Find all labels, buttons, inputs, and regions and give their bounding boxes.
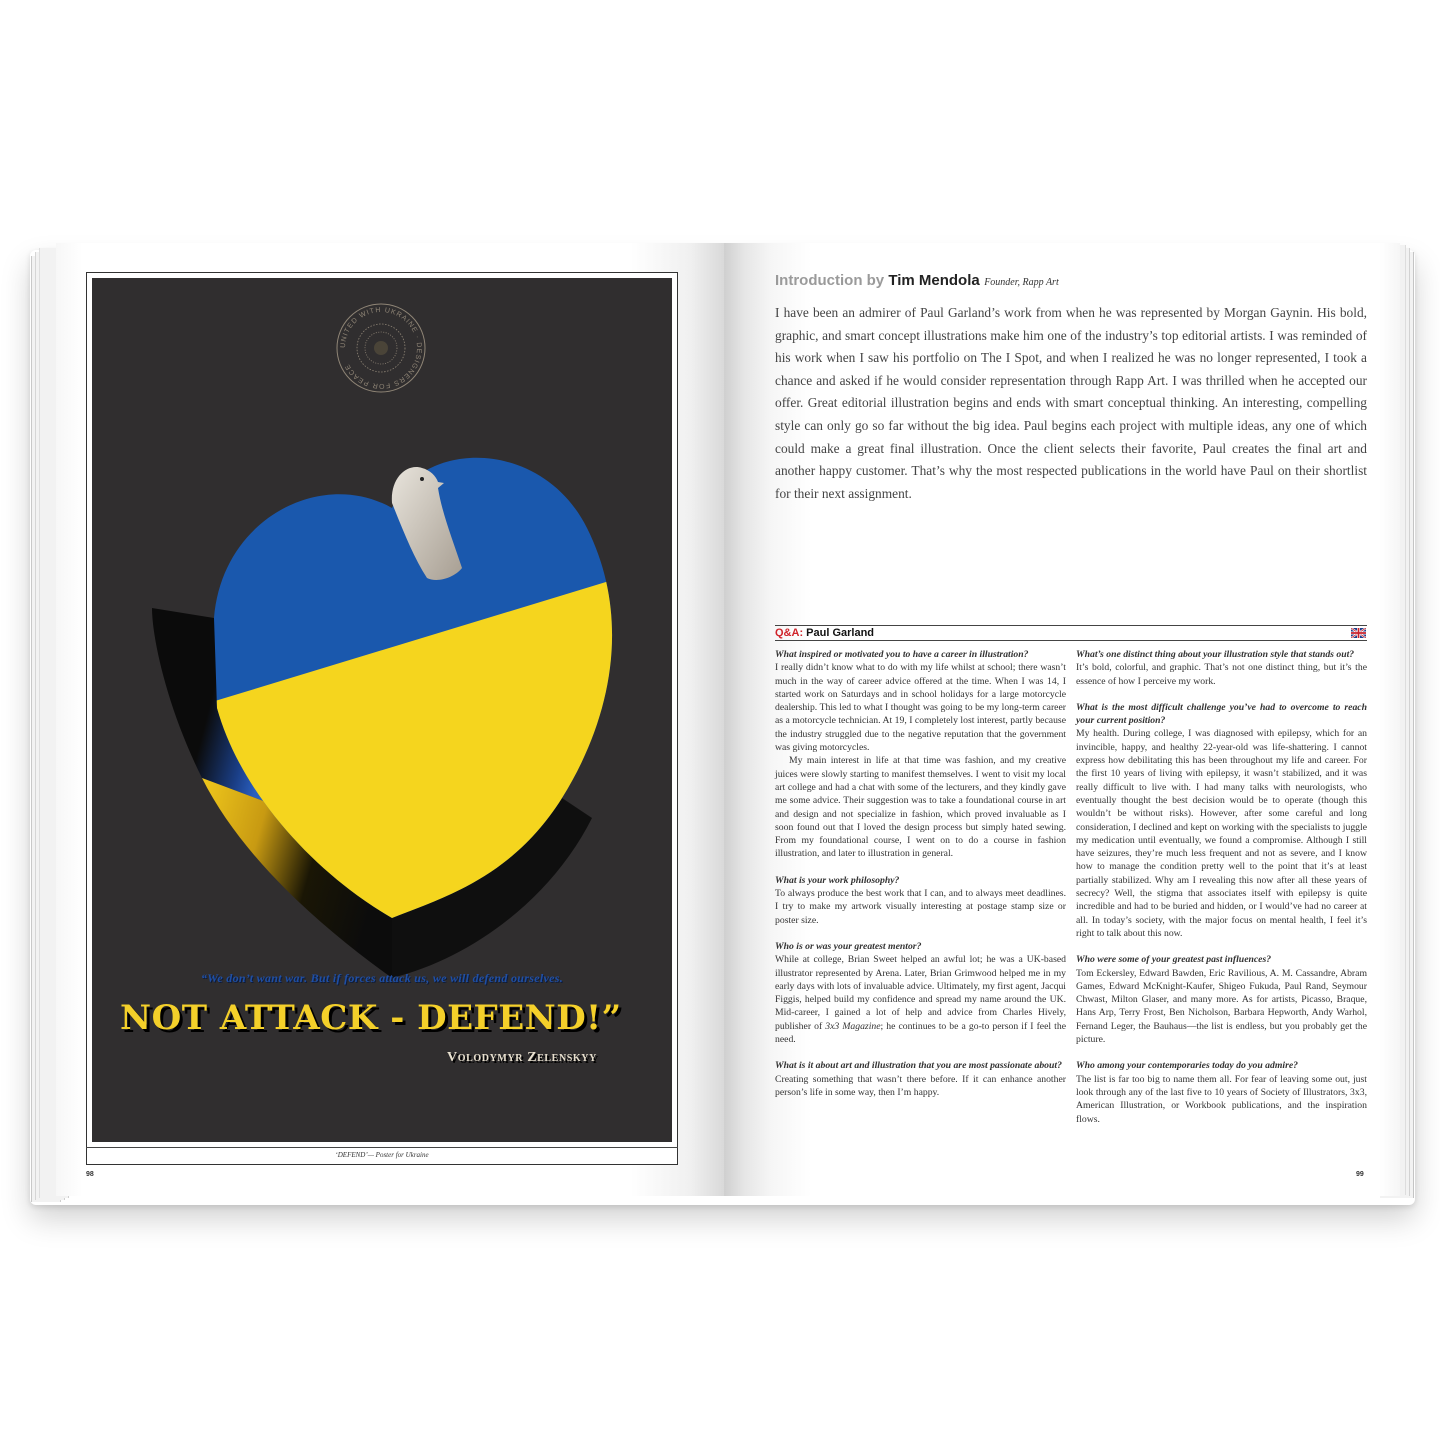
qa-answer: Tom Eckersley, Edward Bawden, Eric Ravilious, A. M. Cassandre, Abram Games, Edward McKnight-Kaufer, Shigeo Fukuda, Paul Rand, Seymour Chwast, Milton Glaser, and many more. As for artists, Picasso, Braque, Hans Arp, Terry Frost, Ben Nicholson, Barbara Hepworth, Andy Warhol, Fernand Leger, the Bauhaus—the list is endless, but you probably get the picture.	[1076, 967, 1367, 1046]
qa-question: What is the most difficult challenge you’ve had to overcome to reach your current position?	[1076, 701, 1367, 727]
caption-rule	[86, 1147, 678, 1148]
qa-answer-part: ; he continues to be a go-to person if I feel the need.	[775, 1020, 1066, 1046]
qa-column-1	[775, 648, 1066, 1099]
qa-answer: I really didn’t know what to do with my life whilst at school; there wasn’t much in the way of career advice offered at the time. When I was 14, I started work on Saturdays and in school holidays for a large motorcycle dealership. This led to what I thought was going to be my long-term career as a motorcycle technician. At 19, I completely lost interest, partly because the industry struggled due to the negative reputation that the government was giving motorcycles.	[775, 662, 1066, 754]
uk-flag-icon	[1351, 628, 1366, 638]
qa-question: What is your work philosophy?	[775, 874, 900, 886]
qa-question: What inspired or motivated you to have a career in illustration?	[775, 649, 1029, 660]
quote-headline: NOT ATTACK - DEFEND!”	[120, 998, 622, 1038]
poster-caption: ‘DEFEND’— Poster for Ukraine	[335, 1151, 429, 1159]
intro-body: I have been an admirer of Paul Garland’s work from when he was represented by Morgan Gaynin. His bold, graphic, and smart concept illustrations make him one of the industry’s top editorial artists. I was reminded of his work when I saw his portfolio on The I Spot, and when I realized he was no longer represented, I took a chance and asked if he would consider representation through Rapp Art. I was thrilled when he accepted our offer. Great editorial illustration begins and ends with smart conceptual thinking. An interesting, compelling style can only go so far without the big idea. Paul begins each project with multiple ideas, any one of which could make a great final illustration. Once the client selects their favorite, Paul creates the final art and another happy customer. That’s why the most respected publications in the world have Paul on their shortlist for their next assignment.	[775, 305, 1367, 501]
qa-label: Q&A:	[775, 627, 804, 639]
qa-answer: My main interest in life at that time was fashion, and my creative juices were slowly starting to manifest themselves. I went to visit my local art college and had a chat with some of the lecturers, and they kindly gave me some advice. Their suggestion was to take a foundational course in art and design and not specialize in fashion, which proved invaluable as I soon found out that I loved the design process but simply hated sewing. From my foundational course, I went on to do a course in fashion illustration, and later to illustration in general.	[775, 755, 1066, 860]
qa-question: Who among your contemporaries today do you admire?	[1076, 1060, 1299, 1072]
qa-question: What is it about art and illustration that you are most passionate about?	[775, 1060, 1062, 1072]
page-number-right: 99	[1356, 1171, 1364, 1178]
badge-icon	[337, 304, 425, 392]
qa-answer-part: While at college, Brian Sweet helped an awful lot; he was a UK-based illustrator represented by Arena. Later, Brian Grimwood helped me in my early days with lots of invaluable advice. Ultimately, my first agent, Jacqui Figgis, helped build my confidence and spread my name around the UK. Mid-career, I gained a lot of help and advice from Charles Hively, publisher of	[775, 954, 1066, 1032]
magazine-title: 3x3 Magazine	[825, 1020, 881, 1032]
quote-author: Volodymyr Zelenskyy	[447, 1050, 597, 1065]
qa-answer: Creating something that wasn’t there before. If it can enhance another person’s life in some way, then I’m happy.	[775, 1073, 1066, 1098]
quote-small: “We don’t want war. But if forces attack us, we will defend ourselves.	[200, 971, 563, 985]
badge-text: UNITED WITH UKRAINE · DESIGNERS FOR PEACE	[339, 306, 423, 390]
qa-answer: My health. During college, I was diagnosed with epilepsy, which for an invincible, happy, and healthy 22-year-old was life-shattering. I cannot express how debilitating this has been throughout my life and career. For the first 10 years of living with epilepsy, it wasn’t stabilized, and it was really difficult to live with. I had many talks with neurologists, who eventually thought the best decision would be to operate (though this wouldn’t be without risks). However, after some careful and long consideration, I declined and kept on working with the specialists to juggle my medication until eventually, we found a compromise. Although I still have seizures, they’re much less frequent and not as severe, and I know how to manage the condition pretty well to the point that it’s at least partially stabilized. Why am I revealing this now after all these years of secrecy? Well, the stigma that associates itself with epilepsy is quite incredible and had to be buried and hidden, or I would’ve had no career at all. In today’s society, with the major focus on mental health, I feel it’s right to talk about this now.	[1076, 728, 1367, 939]
qa-answer	[775, 953, 1066, 1046]
qa-answer: It’s bold, colorful, and graphic. That’s not one distinct thing, but it’s the essence of how I perceive my work.	[1076, 662, 1367, 687]
qa-name: Paul Garland	[803, 627, 875, 639]
intro-lead: Introduction by	[775, 272, 889, 289]
qa-heading	[775, 627, 874, 639]
page-number-left: 98	[86, 1171, 94, 1178]
qa-column-2	[1076, 648, 1367, 1126]
poster	[92, 278, 672, 1142]
intro-author-role: Founder, Rapp Art	[984, 277, 1059, 288]
qa-answer: The list is far too big to name them all. For fear of leaving some out, just look through any of the last five to 10 years of Society of Illustrators, 3x3, American Illustration, or Workbook publications, and the inspiration flows.	[1076, 1073, 1367, 1125]
qa-rule	[775, 625, 1367, 626]
qa-answer: To always produce the best work that I can, and to always meet deadlines. I try to make my artwork visually interesting at postage stamp size or poster size.	[775, 888, 1066, 926]
qa-question: Who were some of your greatest past influences?	[1076, 954, 1272, 966]
qa-question: Who is or was your greatest mentor?	[775, 940, 922, 952]
intro-author: Tim Mendola	[888, 272, 980, 289]
qa-rule	[775, 640, 1367, 641]
qa-question: What’s one distinct thing about your illustration style that stands out?	[1076, 649, 1355, 660]
intro-heading	[775, 272, 1059, 290]
